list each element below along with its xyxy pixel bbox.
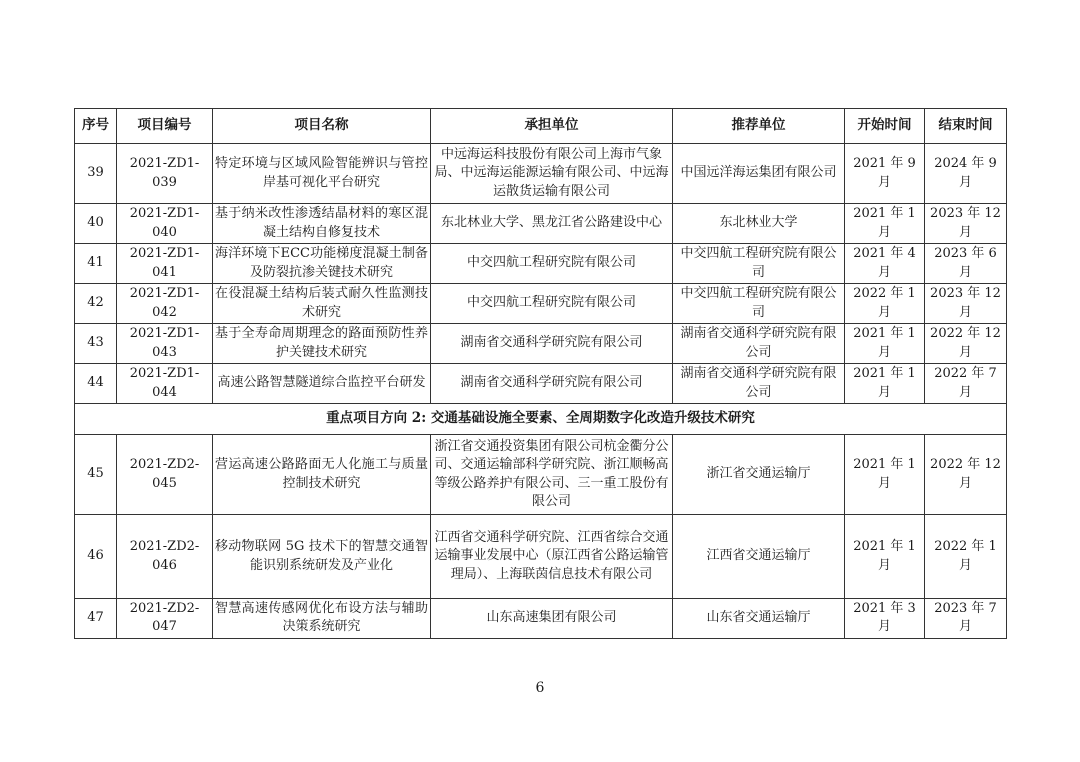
cell-start: 2021 年 3 月: [845, 599, 925, 639]
cell-start: 2021 年 1 月: [845, 324, 925, 364]
cell-no: 44: [75, 364, 117, 404]
cell-end: 2024 年 9 月: [925, 144, 1007, 204]
header-no: 序号: [75, 109, 117, 144]
cell-recommender: 浙江省交通运输厅: [673, 435, 845, 515]
cell-code: 2021-ZD2-045: [117, 435, 213, 515]
cell-name: 基于纳米改性渗透结晶材料的寒区混凝土结构自修复技术: [213, 204, 431, 244]
cell-name: 基于全寿命周期理念的路面预防性养护关键技术研究: [213, 324, 431, 364]
cell-name: 特定环境与区域风险智能辨识与管控岸基可视化平台研究: [213, 144, 431, 204]
cell-code: 2021-ZD1-044: [117, 364, 213, 404]
cell-name: 移动物联网 5G 技术下的智慧交通智能识别系统研发及产业化: [213, 515, 431, 599]
cell-no: 42: [75, 284, 117, 324]
cell-unit: 湖南省交通科学研究院有限公司: [431, 364, 673, 404]
table-row: [75, 244, 1007, 284]
cell-start: 2021 年 1 月: [845, 515, 925, 599]
table-row: [75, 284, 1007, 324]
cell-end: 2023 年 12 月: [925, 284, 1007, 324]
table-row: [75, 364, 1007, 404]
cell-start: 2021 年 1 月: [845, 435, 925, 515]
header-end: 结束时间: [925, 109, 1007, 144]
table-row: [75, 435, 1007, 515]
cell-end: 2022 年 12 月: [925, 435, 1007, 515]
cell-no: 43: [75, 324, 117, 364]
cell-end: 2023 年 12 月: [925, 204, 1007, 244]
cell-end: 2022 年 7 月: [925, 364, 1007, 404]
cell-recommender: 江西省交通运输厅: [673, 515, 845, 599]
cell-end: 2022 年 1 月: [925, 515, 1007, 599]
cell-start: 2022 年 1 月: [845, 284, 925, 324]
table-body-direction-2: [75, 435, 1007, 639]
cell-code: 2021-ZD1-040: [117, 204, 213, 244]
cell-no: 39: [75, 144, 117, 204]
cell-code: 2021-ZD2-046: [117, 515, 213, 599]
cell-code: 2021-ZD1-039: [117, 144, 213, 204]
cell-code: 2021-ZD1-043: [117, 324, 213, 364]
cell-name: 营运高速公路路面无人化施工与质量控制技术研究: [213, 435, 431, 515]
cell-name: 智慧高速传感网优化布设方法与辅助决策系统研究: [213, 599, 431, 639]
cell-name: 高速公路智慧隧道综合监控平台研发: [213, 364, 431, 404]
cell-no: 47: [75, 599, 117, 639]
section-row: [75, 404, 1007, 435]
page-number: 6: [535, 680, 545, 696]
cell-end: 2022 年 12 月: [925, 324, 1007, 364]
cell-name: 在役混凝土结构后装式耐久性监测技术研究: [213, 284, 431, 324]
cell-recommender: 中国远洋海运集团有限公司: [673, 144, 845, 204]
cell-no: 40: [75, 204, 117, 244]
cell-no: 45: [75, 435, 117, 515]
cell-recommender: 山东省交通运输厅: [673, 599, 845, 639]
table-row: [75, 204, 1007, 244]
cell-recommender: 中交四航工程研究院有限公司: [673, 244, 845, 284]
table-header-row: [75, 109, 1007, 144]
table-row: [75, 324, 1007, 364]
cell-unit: 中交四航工程研究院有限公司: [431, 244, 673, 284]
cell-unit: 东北林业大学、黑龙江省公路建设中心: [431, 204, 673, 244]
cell-recommender: 湖南省交通科学研究院有限公司: [673, 364, 845, 404]
cell-unit: 山东高速集团有限公司: [431, 599, 673, 639]
project-table: [74, 108, 1007, 639]
cell-end: 2023 年 6 月: [925, 244, 1007, 284]
cell-no: 41: [75, 244, 117, 284]
section-title: 重点项目方向 2: 交通基础设施全要素、全周期数字化改造升级技术研究: [75, 404, 1007, 435]
cell-recommender: 东北林业大学: [673, 204, 845, 244]
cell-code: 2021-ZD1-041: [117, 244, 213, 284]
cell-no: 46: [75, 515, 117, 599]
cell-unit: 中交四航工程研究院有限公司: [431, 284, 673, 324]
cell-code: 2021-ZD1-042: [117, 284, 213, 324]
cell-code: 2021-ZD2-047: [117, 599, 213, 639]
header-unit: 承担单位: [431, 109, 673, 144]
cell-start: 2021 年 1 月: [845, 204, 925, 244]
cell-unit: 湖南省交通科学研究院有限公司: [431, 324, 673, 364]
header-start: 开始时间: [845, 109, 925, 144]
cell-start: 2021 年 9 月: [845, 144, 925, 204]
table-row: [75, 144, 1007, 204]
header-name: 项目名称: [213, 109, 431, 144]
cell-unit: 江西省交通科学研究院、江西省综合交通运输事业发展中心（原江西省公路运输管理局）、上海联茵信息技术有限公司: [431, 515, 673, 599]
cell-name: 海洋环境下ECC功能梯度混凝土制备及防裂抗渗关键技术研究: [213, 244, 431, 284]
cell-unit: 中远海运科技股份有限公司上海市气象局、中远海运能源运输有限公司、中远海运散货运输有限公司: [431, 144, 673, 204]
cell-end: 2023 年 7 月: [925, 599, 1007, 639]
table-row: [75, 515, 1007, 599]
header-recommender: 推荐单位: [673, 109, 845, 144]
table-body-direction-1: [75, 144, 1007, 404]
cell-start: 2021 年 1 月: [845, 364, 925, 404]
cell-start: 2021 年 4 月: [845, 244, 925, 284]
cell-recommender: 湖南省交通科学研究院有限公司: [673, 324, 845, 364]
cell-recommender: 中交四航工程研究院有限公司: [673, 284, 845, 324]
table-row: [75, 599, 1007, 639]
cell-unit: 浙江省交通投资集团有限公司杭金衢分公司、交通运输部科学研究院、浙江顺畅高等级公路养护有限公司、三一重工股份有限公司: [431, 435, 673, 515]
header-code: 项目编号: [117, 109, 213, 144]
